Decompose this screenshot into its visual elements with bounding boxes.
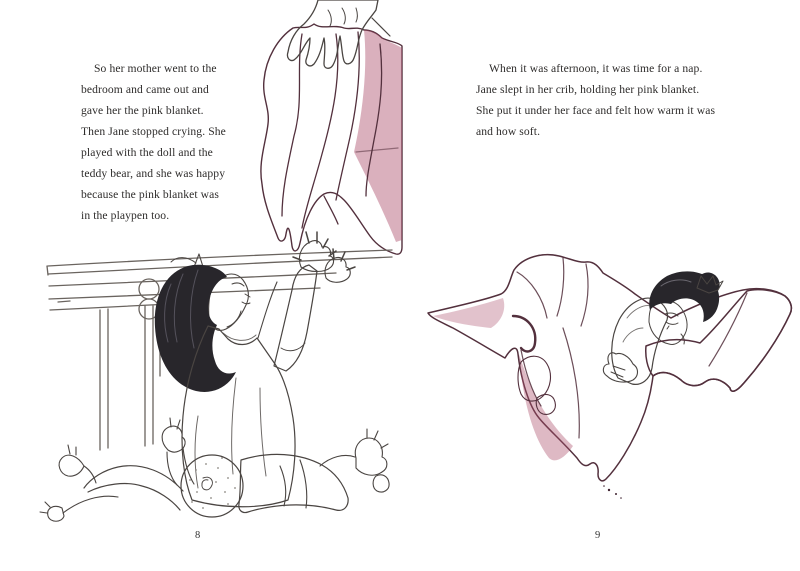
left-page-text bbox=[81, 58, 251, 226]
right-page-text bbox=[476, 58, 766, 142]
doll-ear bbox=[202, 477, 213, 490]
text-line: played with the doll and the bbox=[81, 146, 213, 159]
girl-raised-arm bbox=[274, 265, 317, 371]
pink-blanket-hanging bbox=[261, 18, 402, 254]
pink-blanket-nest bbox=[428, 255, 791, 481]
text-line: Then Jane stopped crying. She bbox=[81, 125, 226, 138]
girl-figure bbox=[155, 232, 355, 507]
doll-foot bbox=[355, 438, 387, 475]
text-line: When it was afternoon, it was time for a nap. bbox=[489, 62, 703, 75]
blanket-ear-fold bbox=[513, 316, 535, 351]
doll-left-arm bbox=[84, 466, 183, 510]
girl-reaching-illustration bbox=[38, 226, 400, 526]
pillow-wedge bbox=[646, 290, 792, 392]
doll-toes bbox=[373, 475, 389, 492]
text-line: teddy bear, and she was happy bbox=[81, 167, 226, 180]
page-number-left: 8 bbox=[195, 530, 201, 541]
text-line: gave her the pink blanket. bbox=[81, 104, 204, 117]
baby-doll bbox=[40, 418, 389, 521]
text-line: in the playpen too. bbox=[81, 209, 170, 222]
doll-body bbox=[239, 454, 348, 512]
clutching-hand bbox=[603, 353, 637, 382]
text-line: bedroom and came out and bbox=[81, 83, 209, 96]
girl-sleeping-illustration bbox=[413, 246, 793, 521]
text-line: So her mother went to the bbox=[94, 62, 217, 75]
doll-lower-hand bbox=[48, 506, 64, 521]
blanket-held-illustration bbox=[258, 0, 404, 260]
ink-specks bbox=[603, 485, 622, 499]
text-line: Jane slept in her crib, holding her pink blanket. bbox=[476, 83, 700, 96]
text-line: and how soft. bbox=[476, 125, 541, 138]
text-line: She put it under her face and felt how warm it was bbox=[476, 104, 716, 117]
hand-knuckle-lines bbox=[328, 8, 358, 26]
girl-hair bbox=[155, 265, 236, 392]
text-line: because the pink blanket was bbox=[81, 188, 220, 201]
doll-left-hand bbox=[59, 455, 84, 476]
page-number-right: 9 bbox=[595, 530, 601, 541]
